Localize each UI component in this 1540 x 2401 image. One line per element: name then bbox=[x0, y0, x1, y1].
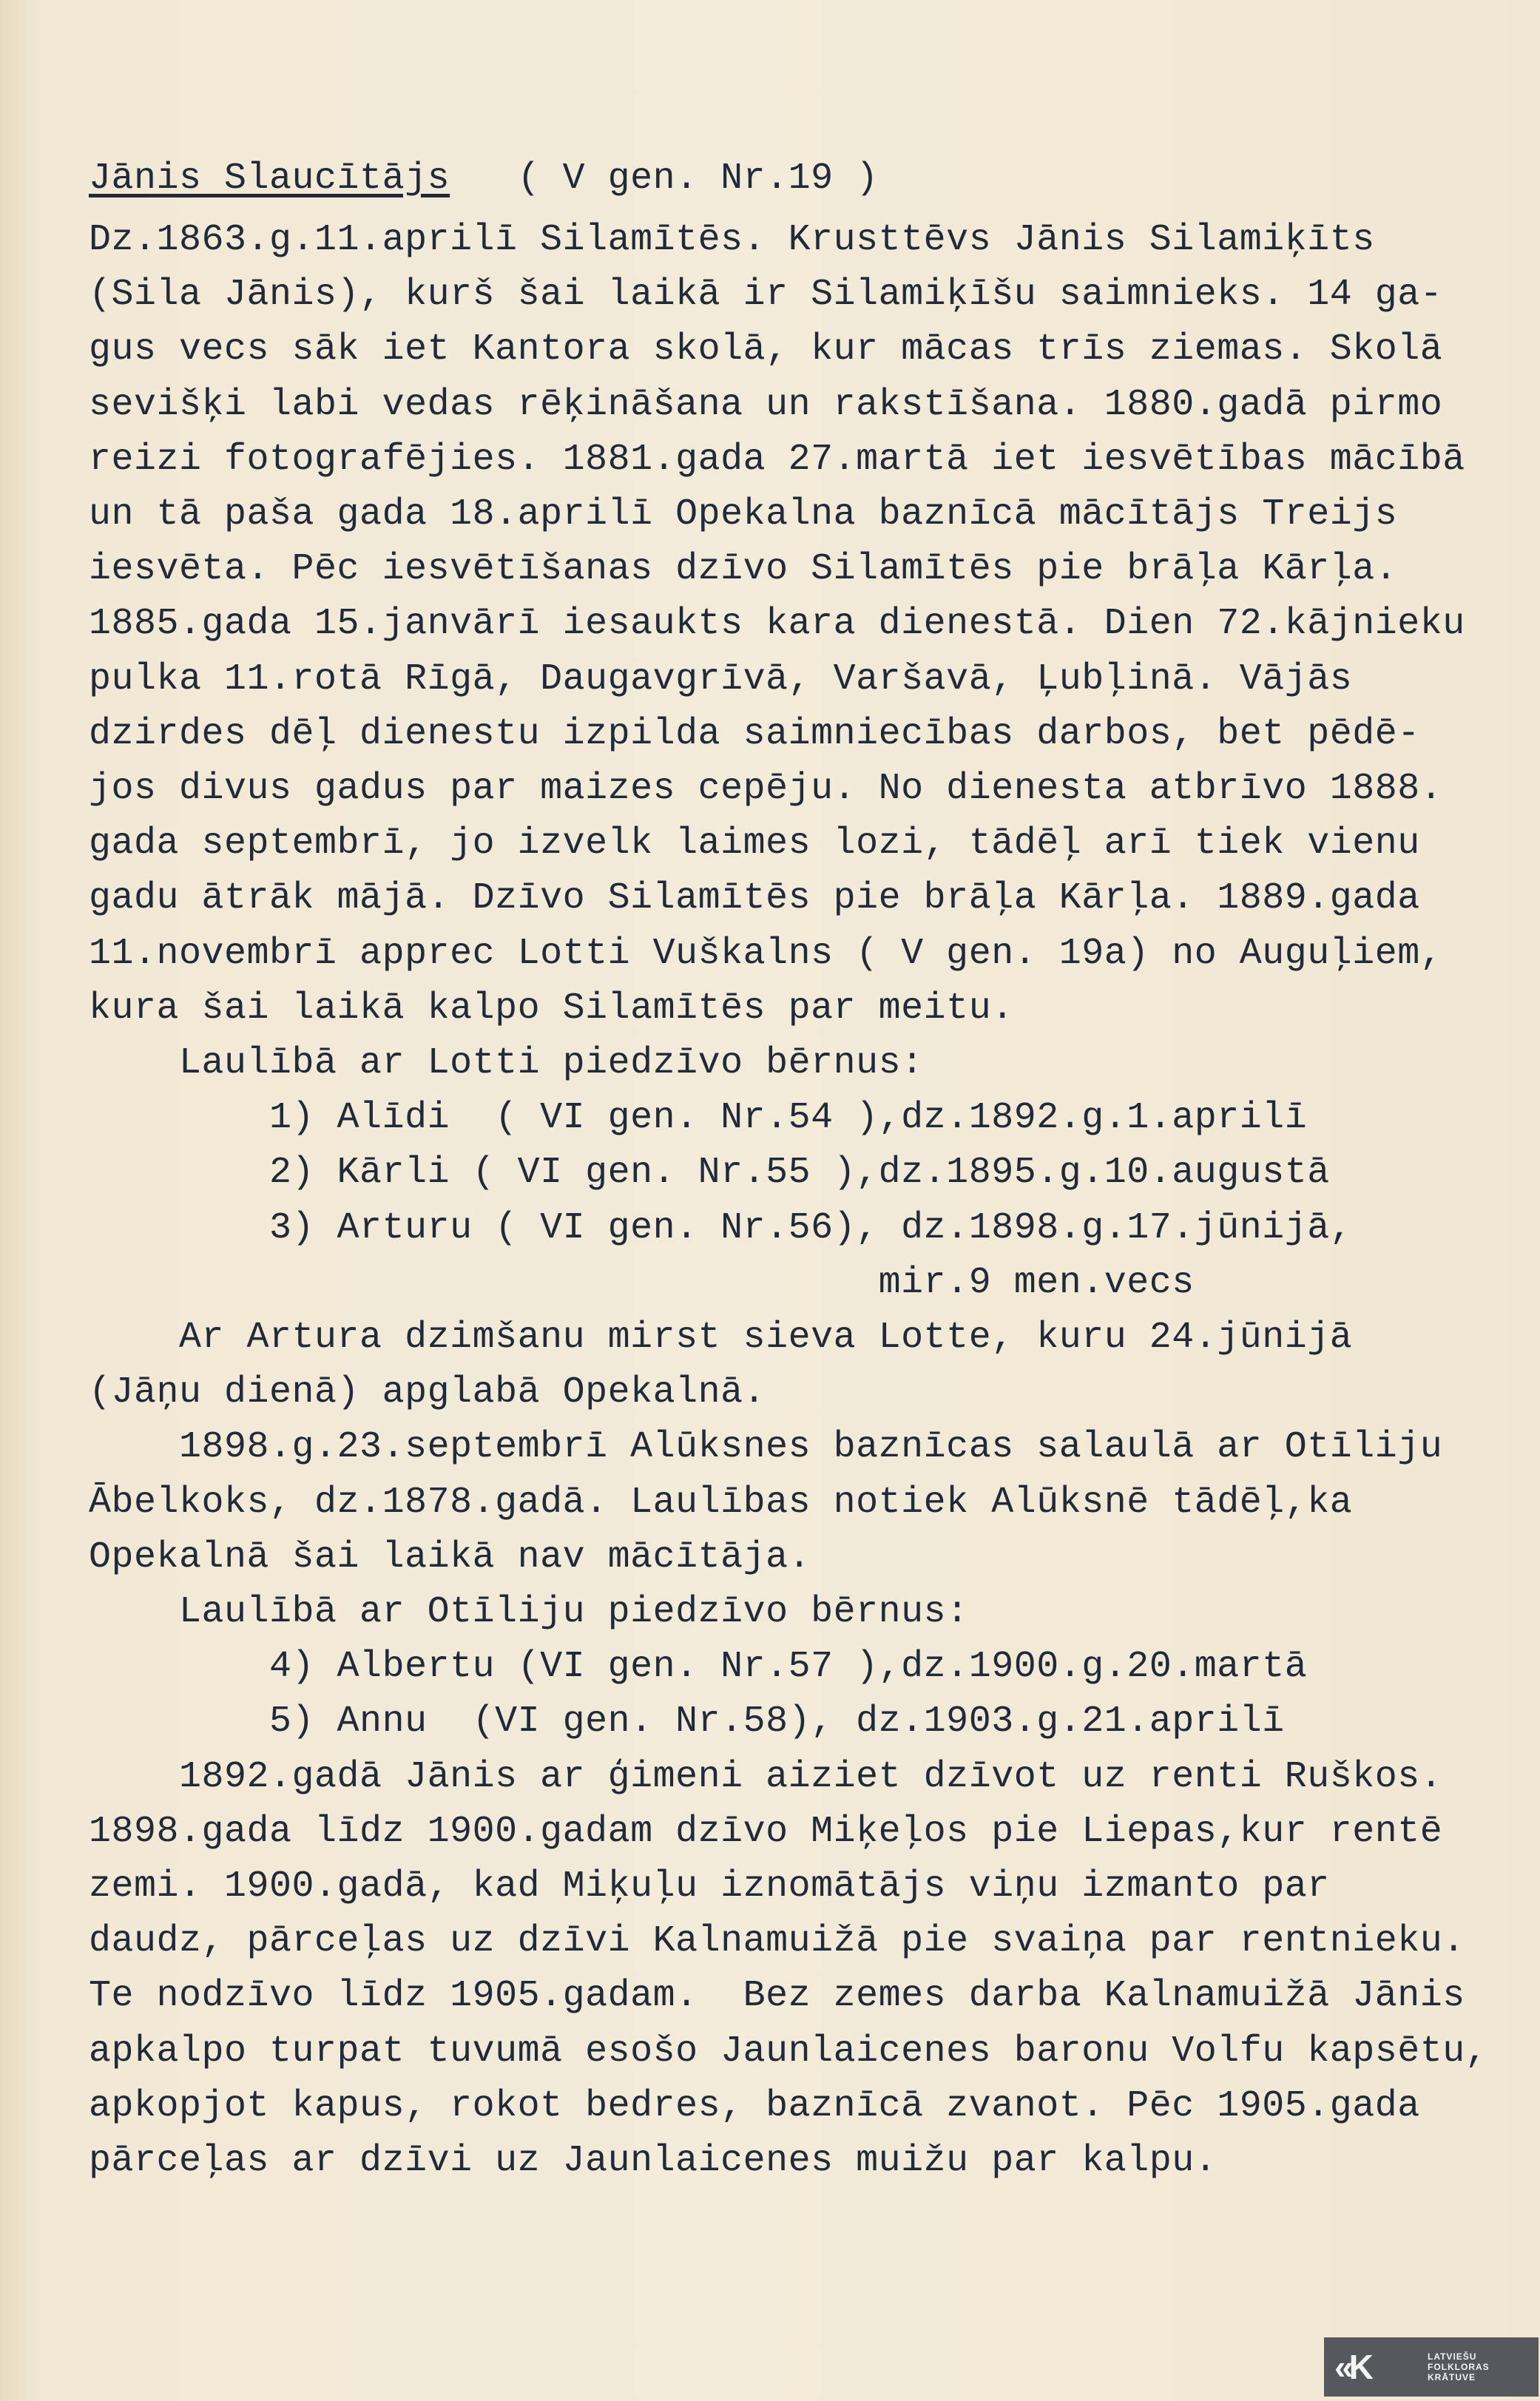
text-line: gadu ātrāk mājā. Dzīvo Silamītēs pie brāļa Kārļa. 1889.gada bbox=[89, 877, 1420, 919]
text-line: Opekalnā šai laikā nav mācītāja. bbox=[89, 1536, 811, 1578]
text-line: 11.novembrī apprec Lotti Vuškalns ( V gen. 19a) no Auguļiem, bbox=[89, 933, 1443, 975]
text-line: gada septembrī, jo izvelk laimes lozi, tādēļ arī tiek vienu bbox=[89, 823, 1420, 865]
text-line: 1892.gadā Jānis ar ģimeni aiziet dzīvot uz renti Ruškos. bbox=[89, 1756, 1443, 1798]
heading-name: Jānis Slaucītājs bbox=[89, 158, 450, 200]
text-line: Ar Artura dzimšanu mirst sieva Lotte, kuru 24.jūnijā bbox=[89, 1317, 1353, 1359]
text-line: 1898.g.23.septembrī Alūksnes baznīcas salaulā ar Otīliju bbox=[89, 1426, 1443, 1468]
text-line: apkopjot kapus, rokot bedres, baznīcā zvanot. Pēc 1905.gada bbox=[89, 2085, 1420, 2127]
text-line: Ābelkoks, dz.1878.gadā. Laulības notiek Alūksnē tādēļ,ka bbox=[89, 1482, 1353, 1524]
text-line: daudz, pārceļas uz dzīvi Kalnamuižā pie svaiņa par rentnieku. bbox=[89, 1920, 1465, 1962]
text-line: 1885.gada 15.janvārī iesaukts kara dienestā. Dien 72.kājnieku bbox=[89, 603, 1465, 645]
text-line: pulka 11.rotā Rīgā, Daugavgrīvā, Varšavā, Ļubļinā. Vājās bbox=[89, 658, 1353, 700]
archive-name-line: KRĀTUVE bbox=[1428, 2372, 1476, 2383]
text-line: (Jāņu dienā) apglabā Opekalnā. bbox=[89, 1371, 766, 1414]
text-line: 4) Albertu (VI gen. Nr.57 ),dz.1900.g.20.martā bbox=[89, 1646, 1308, 1688]
text-line: un tā paša gada 18.aprilī Opekalna baznīcā mācītājs Treijs bbox=[89, 493, 1398, 536]
text-line: Te nodzīvo līdz 1905.gadam. Bez zemes darba Kalnamuižā Jānis bbox=[89, 1975, 1465, 2017]
archive-name-line: LATVIEŠU bbox=[1428, 2351, 1477, 2362]
text-line: 1) Alīdi ( VI gen. Nr.54 ),dz.1892.g.1.aprilī bbox=[89, 1097, 1308, 1139]
document-heading bbox=[89, 157, 879, 201]
heading-reference: ( V gen. Nr.19 ) bbox=[517, 158, 879, 200]
text-line: iesvēta. Pēc iesvētīšanas dzīvo Silamītēs pie brāļa Kārļa. bbox=[89, 548, 1398, 590]
archive-name-line: FOLKLORAS bbox=[1428, 2362, 1490, 2372]
text-line: 1898.gada līdz 1900.gadam dzīvo Miķeļos pie Liepas,kur rentē bbox=[89, 1811, 1443, 1853]
text-line: 3) Arturu ( VI gen. Nr.56), dz.1898.g.17.jūnijā, bbox=[89, 1207, 1353, 1249]
text-line: jos divus gadus par maizes cepēju. No dienesta atbrīvo 1888. bbox=[89, 768, 1443, 810]
text-line: apkalpo turpat tuvumā esošo Jaunlaicenes baronu Volfu kapsētu, bbox=[89, 2030, 1488, 2073]
text-line: pārceļas ar dzīvi uz Jaunlaicenes muižu par kalpu. bbox=[89, 2140, 1218, 2182]
archive-logo-icon: «K bbox=[1334, 2348, 1369, 2386]
text-line: Dz.1863.g.11.aprilī Silamītēs. Krusttēvs Jānis Silamiķīts bbox=[89, 219, 1375, 261]
text-line: kura šai laikā kalpo Silamītēs par meitu. bbox=[89, 987, 1014, 1030]
text-line: Laulībā ar Otīliju piedzīvo bērnus: bbox=[89, 1591, 969, 1633]
text-line: 5) Annu (VI gen. Nr.58), dz.1903.g.21.aprilī bbox=[89, 1701, 1285, 1743]
text-line: sevišķi labi vedas rēķināšana un rakstīšana. 1880.gadā pirmo bbox=[89, 384, 1443, 426]
text-line: gus vecs sāk iet Kantora skolā, kur mācas trīs ziemas. Skolā bbox=[89, 328, 1443, 371]
text-line: Laulībā ar Lotti piedzīvo bērnus: bbox=[89, 1042, 924, 1084]
text-line: 2) Kārli ( VI gen. Nr.55 ),dz.1895.g.10.augustā bbox=[89, 1152, 1330, 1194]
text-line: (Sila Jānis), kurš šai laikā ir Silamiķīšu saimnieks. 14 ga- bbox=[89, 274, 1443, 316]
archive-name bbox=[1428, 2351, 1490, 2383]
text-line: zemi. 1900.gadā, kad Miķuļu iznomātājs viņu izmanto par bbox=[89, 1865, 1330, 1908]
text-line: dzirdes dēļ dienestu izpilda saimniecības darbos, bet pēdē- bbox=[89, 713, 1420, 755]
text-line: reizi fotografējies. 1881.gada 27.martā iet iesvētības mācībā bbox=[89, 439, 1465, 481]
archive-watermark bbox=[1324, 2337, 1539, 2397]
text-line: mir.9 men.vecs bbox=[89, 1262, 1195, 1304]
